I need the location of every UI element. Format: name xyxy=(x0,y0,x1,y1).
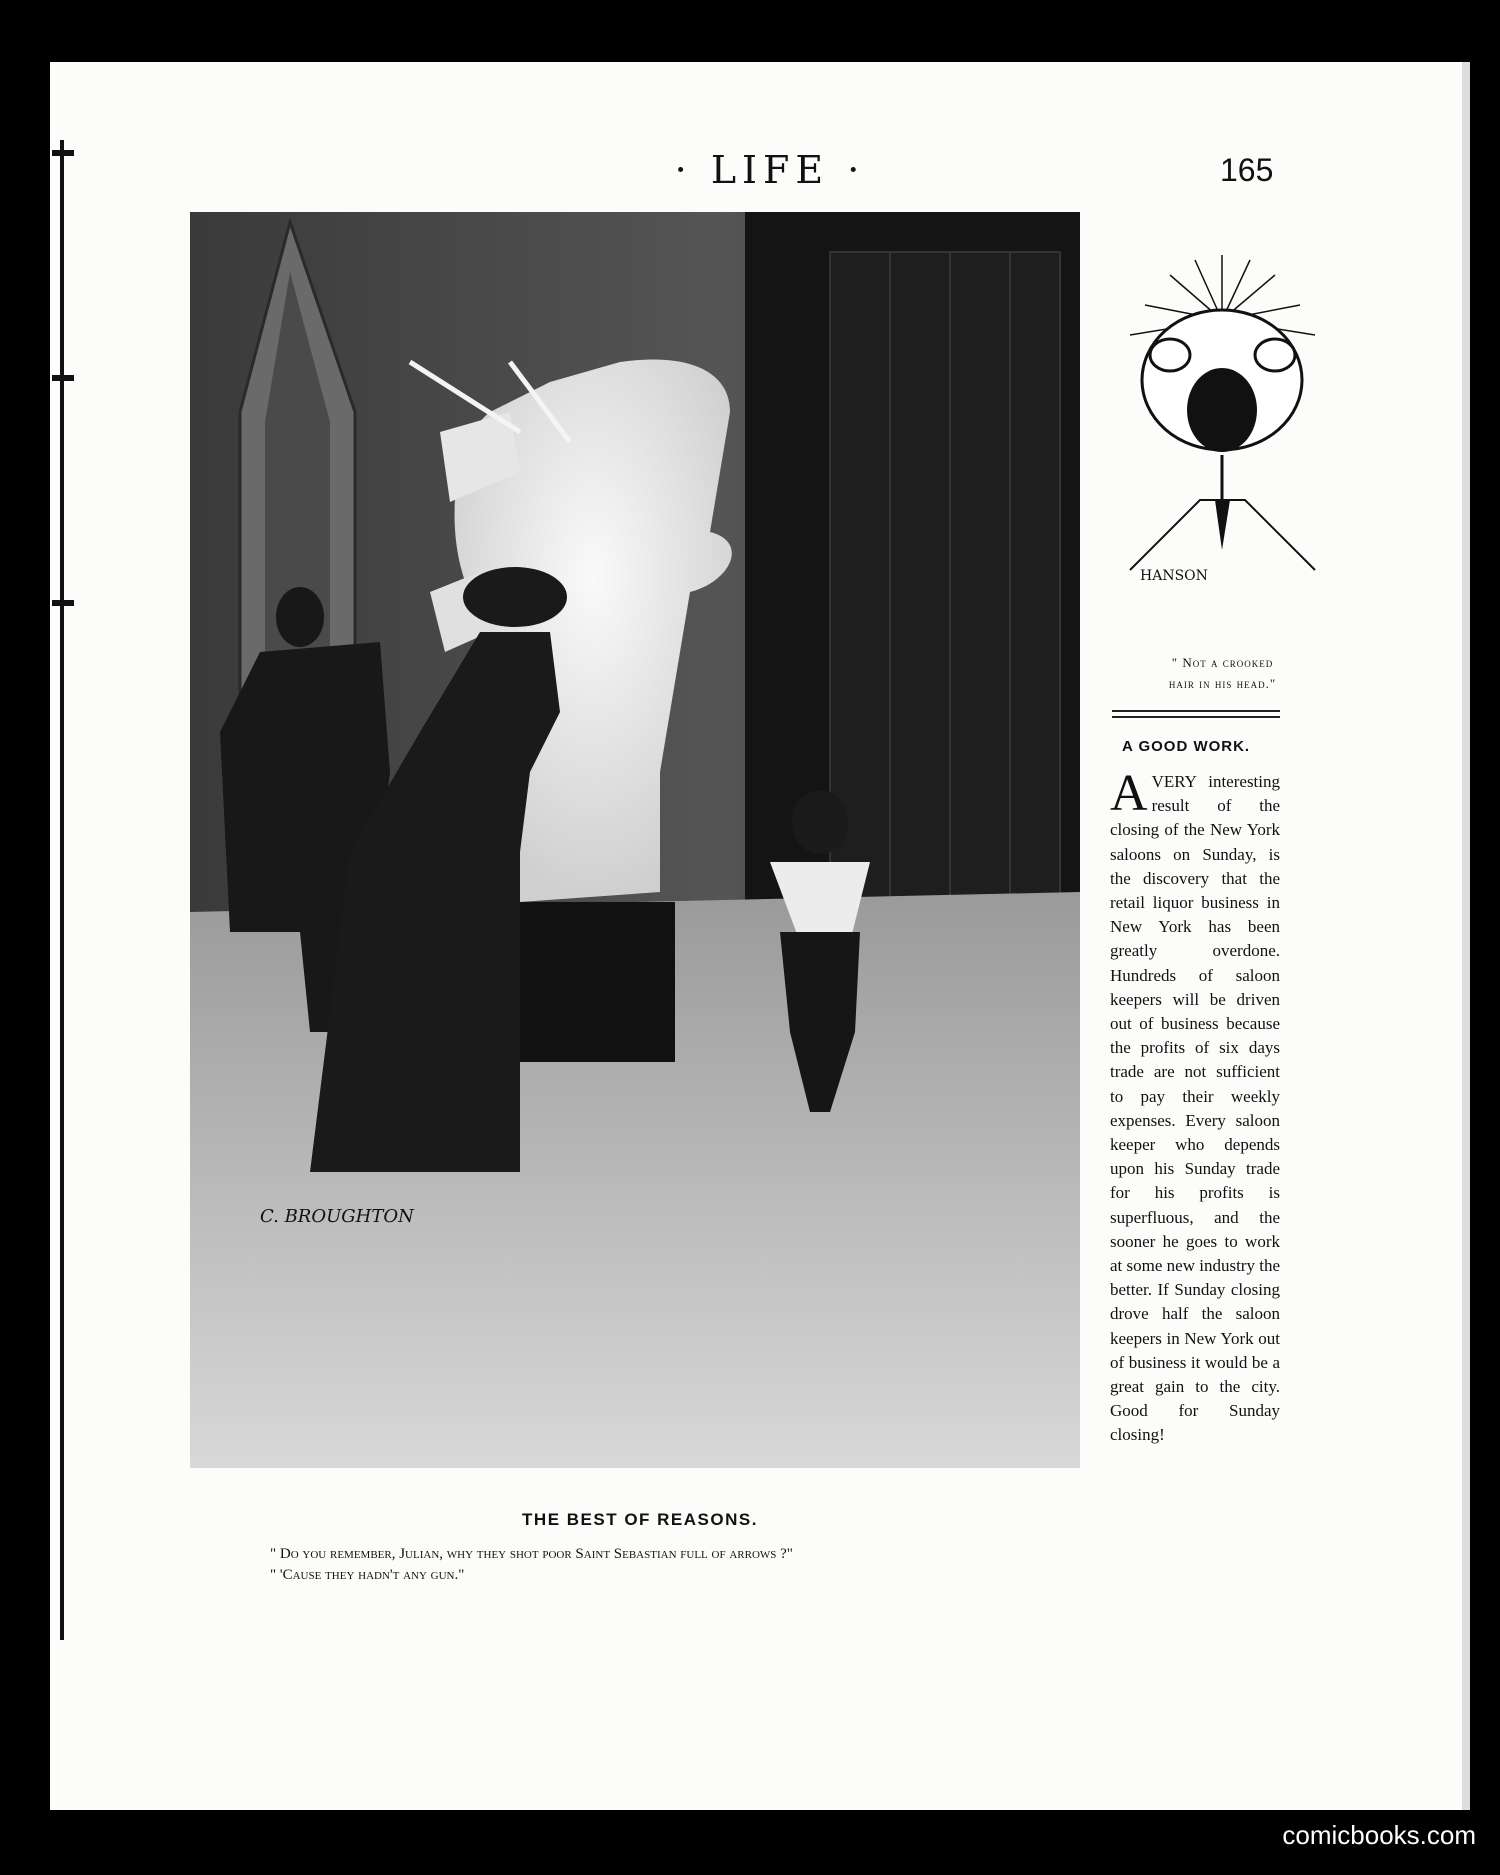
cartoon-signature: HANSON xyxy=(1140,568,1208,584)
drop-cap: A xyxy=(1110,765,1148,822)
necktie xyxy=(1215,500,1230,550)
caption-dialogue-line: " 'Cause they hadn't any gun." xyxy=(270,1567,465,1583)
caption-title: THE BEST OF REASONS. xyxy=(522,1510,758,1529)
binding-mark xyxy=(52,150,74,156)
cartoon-caption xyxy=(1095,652,1350,694)
cartoon-caption-line: hair in his head." xyxy=(1168,676,1277,691)
eye-icon xyxy=(1150,339,1190,371)
caption-dialogue-line: " Do you remember, Julian, why they shot poor Saint Sebastian full of arrows ?" xyxy=(270,1546,793,1562)
museum-scene-illustration xyxy=(190,212,1080,1468)
binding-stitch xyxy=(60,140,64,1640)
article-body xyxy=(1110,765,1280,1448)
eye-icon xyxy=(1255,339,1295,371)
page-title: · LIFE · xyxy=(674,148,866,192)
article-title: A GOOD WORK. xyxy=(1122,738,1251,755)
binding-mark xyxy=(52,600,74,606)
shouting-face-cartoon xyxy=(1110,250,1335,630)
display-cases xyxy=(830,252,1060,912)
page-number: 165 xyxy=(1220,152,1274,188)
watermark: comicbooks.com xyxy=(1282,1820,1476,1850)
column-divider xyxy=(1112,710,1280,712)
open-mouth xyxy=(1187,368,1257,452)
illustration-signature: C. BROUGHTON xyxy=(260,1206,414,1227)
binding-mark xyxy=(52,375,74,381)
cartoon-caption-line: " Not a crooked xyxy=(1171,655,1274,670)
article-text: VERY interesting result of the closing of the New York saloons on Sunday, is the discovery that the retail liquor business in New York has been greatly overdone. Hundreds of saloon keepers will be driven out of business because the profits of six days trade are not sufficient to pay their weekly expenses. Every saloon keeper who depends upon his Sunday trade for his profits is superfluous, and the sooner he goes to work at some new industry the better. If Sunday closing drove half the saloon keepers in New York out of business it would be a great gain to the city. Good for Sunday closing! xyxy=(1110,772,1280,1445)
page-edge xyxy=(1462,62,1470,1810)
column-divider xyxy=(1112,716,1280,718)
